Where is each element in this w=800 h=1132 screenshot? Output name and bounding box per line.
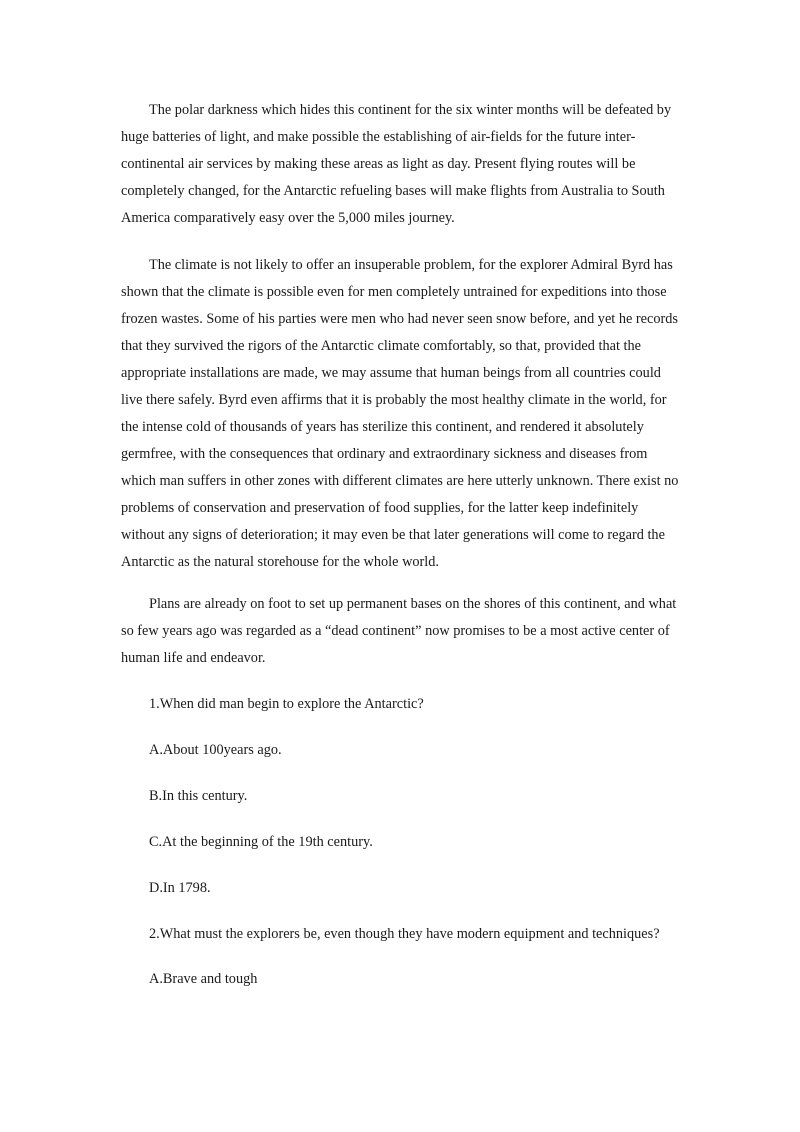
question-1-option-c: C.At the beginning of the 19th century. xyxy=(149,834,373,850)
question-2-option-a: A.Brave and tough xyxy=(149,971,258,987)
question-1-option-a: A.About 100years ago. xyxy=(149,742,282,758)
question-1: 1.When did man begin to explore the Antarctic? xyxy=(149,696,424,712)
question-2: 2.What must the explorers be, even though they have modern equipment and techniques? xyxy=(149,926,660,942)
question-1-option-b: B.In this century. xyxy=(149,788,248,804)
paragraph-climate: The climate is not likely to offer an insuperable problem, for the explorer Admiral Byrd has shown that the climate is possible even for men completely untrained for expeditions into those frozen wastes. Some of his parties were men who had never seen snow before, and yet he records that they survived the rigors of the Antarctic climate comfortably, so that, provided that the appropriate installations are made, we may assume that human beings from all countries could live there safely. Byrd even affirms that it is probably the most healthy climate in the world, for the intense cold of thousands of years has sterilize this continent, and rendered it absolutely germfree, with the consequences that ordinary and extraordinary sickness and diseases from which man suffers in other zones with different climates are here utterly unknown. There exist no problems of conservation and preservation of food supplies, for the latter keep indefinitely without any signs of deterioration; it may even be that later generations will come to regard the Antarctic as the natural storehouse for the whole world. xyxy=(121,257,679,570)
question-1-option-d: D.In 1798. xyxy=(149,880,211,896)
paragraph-permanent-bases: Plans are already on foot to set up permanent bases on the shores of this continent, and what so few years ago was regarded as a “dead continent” now promises to be a most active center of human life and endeavor. xyxy=(121,596,677,666)
paragraph-polar-darkness: The polar darkness which hides this continent for the six winter months will be defeated by huge batteries of light, and make possible the establishing of air-fields for the future inter-continental air services by making these areas as light as day. Present flying routes will be completely changed, for the Antarctic refueling bases will make flights from Australia to South America comparatively easy over the 5,000 miles journey. xyxy=(121,102,672,226)
